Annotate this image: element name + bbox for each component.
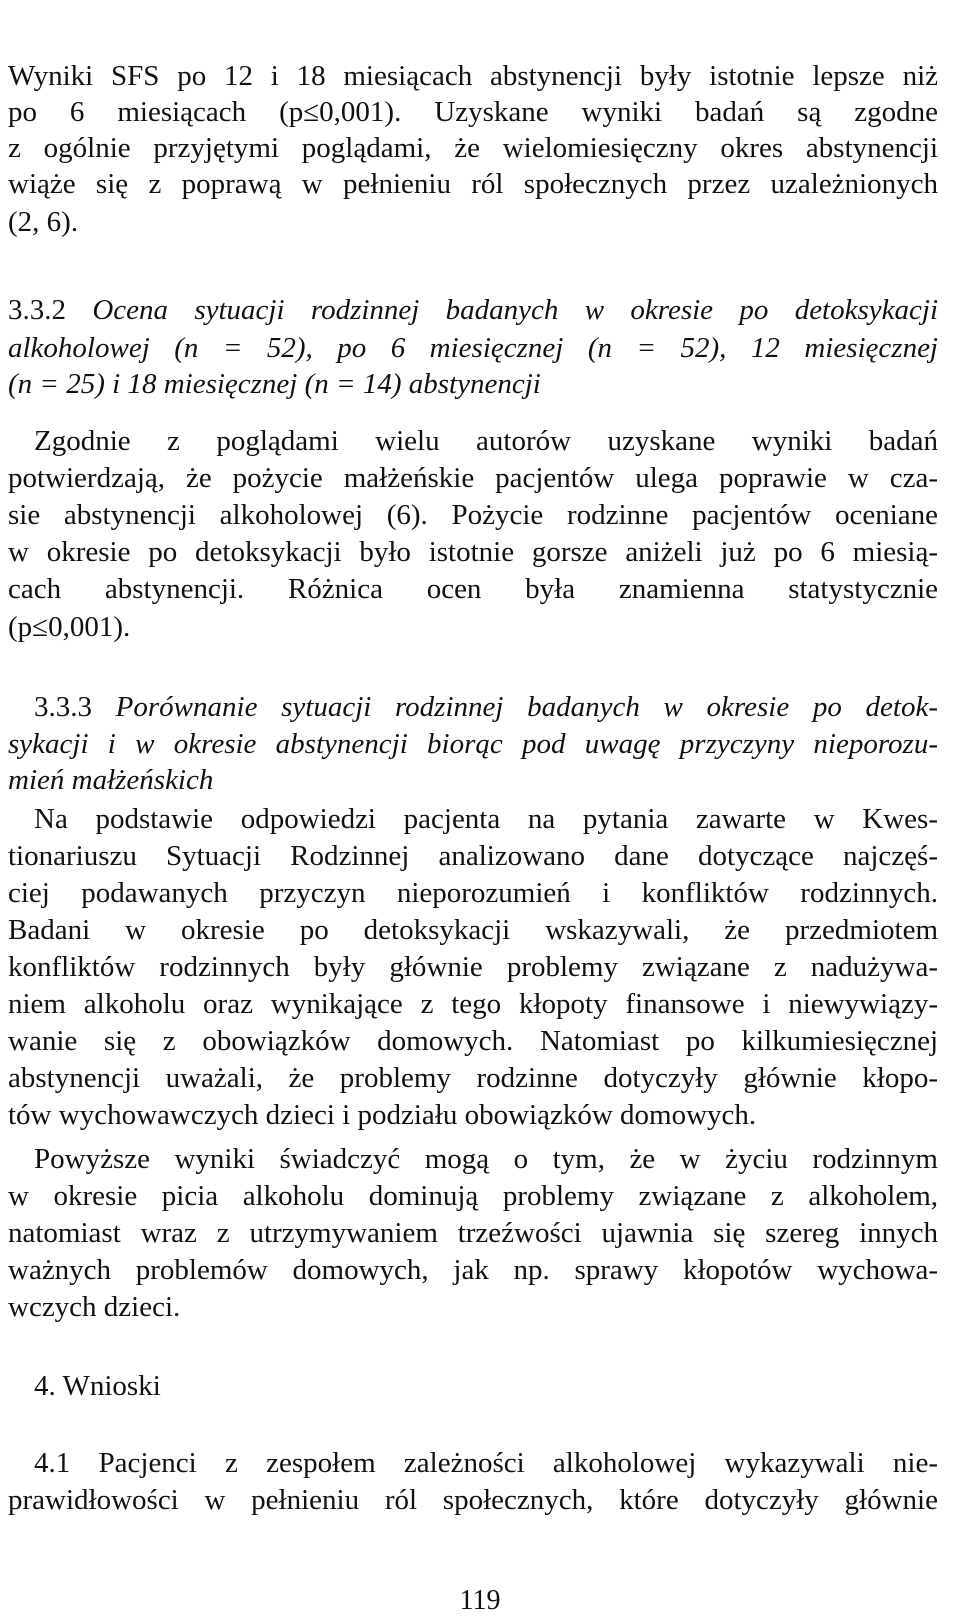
text-line: ważnych problemów domowych, jak np. sprawy kłopotów wychowa-	[8, 1254, 938, 1286]
text-line: (2, 6).	[8, 206, 79, 238]
text-line: z ogólnie przyjętymi poglądami, że wielomiesięczny okres abstynencji	[8, 132, 938, 164]
heading-line: mień małżeńskich	[8, 764, 214, 796]
heading-line	[34, 689, 938, 725]
text-line: Powyższe wyniki świadczyć mogą o tym, że w życiu rodzinnym	[34, 1143, 938, 1175]
text-line: natomiast wraz z utrzymywaniem trzeźwości ujawnia się szereg innych	[8, 1217, 938, 1249]
text-line: Wyniki SFS po 12 i 18 miesiącach abstynencji były istotnie lepsze niż	[8, 60, 938, 92]
section-number: 3.3.3	[34, 691, 92, 723]
text-line: konfliktów rodzinnych były głównie problemy związane z nadużywa-	[8, 951, 938, 983]
text-line: sie abstynencji alkoholowej (6). Pożycie rodzinne pacjentów oceniane	[8, 499, 938, 531]
text-line: wczych dzieci.	[8, 1291, 181, 1323]
text-line: ciej podawanych przyczyn nieporozumień i konfliktów rodzinnych.	[8, 877, 938, 909]
heading-line: sykacji i w okresie abstynencji biorąc pod uwagę przyczyny nieporozu-	[8, 728, 938, 760]
heading-text: Ocena sytuacji rodzinnej badanych w okresie po detoksykacji	[92, 294, 939, 326]
heading-line: 4. Wnioski	[34, 1370, 161, 1402]
text-line: potwierdzają, że pożycie małżeńskie pacjentów ulega poprawie w cza-	[8, 462, 938, 494]
text-line: Na podstawie odpowiedzi pacjenta na pytania zawarte w Kwes-	[34, 803, 938, 835]
page-number: 119	[459, 1585, 501, 1616]
text-line: (p≤0,001).	[8, 611, 131, 643]
heading-line: (n = 25) i 18 miesięcznej (n = 14) abstynencji	[8, 368, 541, 400]
text-line: po 6 miesiącach (p≤0,001). Uzyskane wyniki badań są zgodne	[8, 96, 938, 128]
text-line: abstynencji uważali, że problemy rodzinne dotyczyły głównie kłopo-	[8, 1062, 938, 1094]
section-number: 3.3.2	[8, 294, 66, 326]
text-line: wanie się z obowiązków domowych. Natomiast po kilkumiesięcznej	[8, 1025, 938, 1057]
text-line: niem alkoholu oraz wynikające z tego kłopoty finansowe i niewywiązy-	[8, 988, 938, 1020]
text-line: wiąże się z poprawą w pełnieniu ról społecznych przez uzależnionych	[8, 168, 938, 200]
text-line: cach abstynencji. Różnica ocen była znamienna statystycznie	[8, 573, 938, 605]
text-line: w okresie picia alkoholu dominują problemy związane z alkoholem,	[8, 1180, 938, 1212]
heading-text: Porównanie sytuacji rodzinnej badanych w okresie po detok-	[115, 691, 938, 723]
text-line: Badani w okresie po detoksykacji wskazywali, że przedmiotem	[8, 914, 938, 946]
heading-line: alkoholowej (n = 52), po 6 miesięcznej (n = 52), 12 miesięcznej	[8, 332, 938, 364]
text-line: prawidłowości w pełnieniu ról społecznych, które dotyczyły głównie	[8, 1484, 938, 1516]
text-line: Zgodnie z poglądami wielu autorów uzyskane wyniki badań	[34, 425, 938, 457]
heading-line	[8, 292, 938, 328]
text-line: w okresie po detoksykacji było istotnie gorsze aniżeli już po 6 miesią-	[8, 536, 938, 568]
text-line: tionariuszu Sytuacji Rodzinnej analizowano dane dotyczące najczęś-	[8, 840, 938, 872]
text-line: tów wychowawczych dzieci i podziału obowiązków domowych.	[8, 1099, 757, 1131]
text-line: 4.1 Pacjenci z zespołem zależności alkoholowej wykazywali nie-	[34, 1447, 938, 1479]
